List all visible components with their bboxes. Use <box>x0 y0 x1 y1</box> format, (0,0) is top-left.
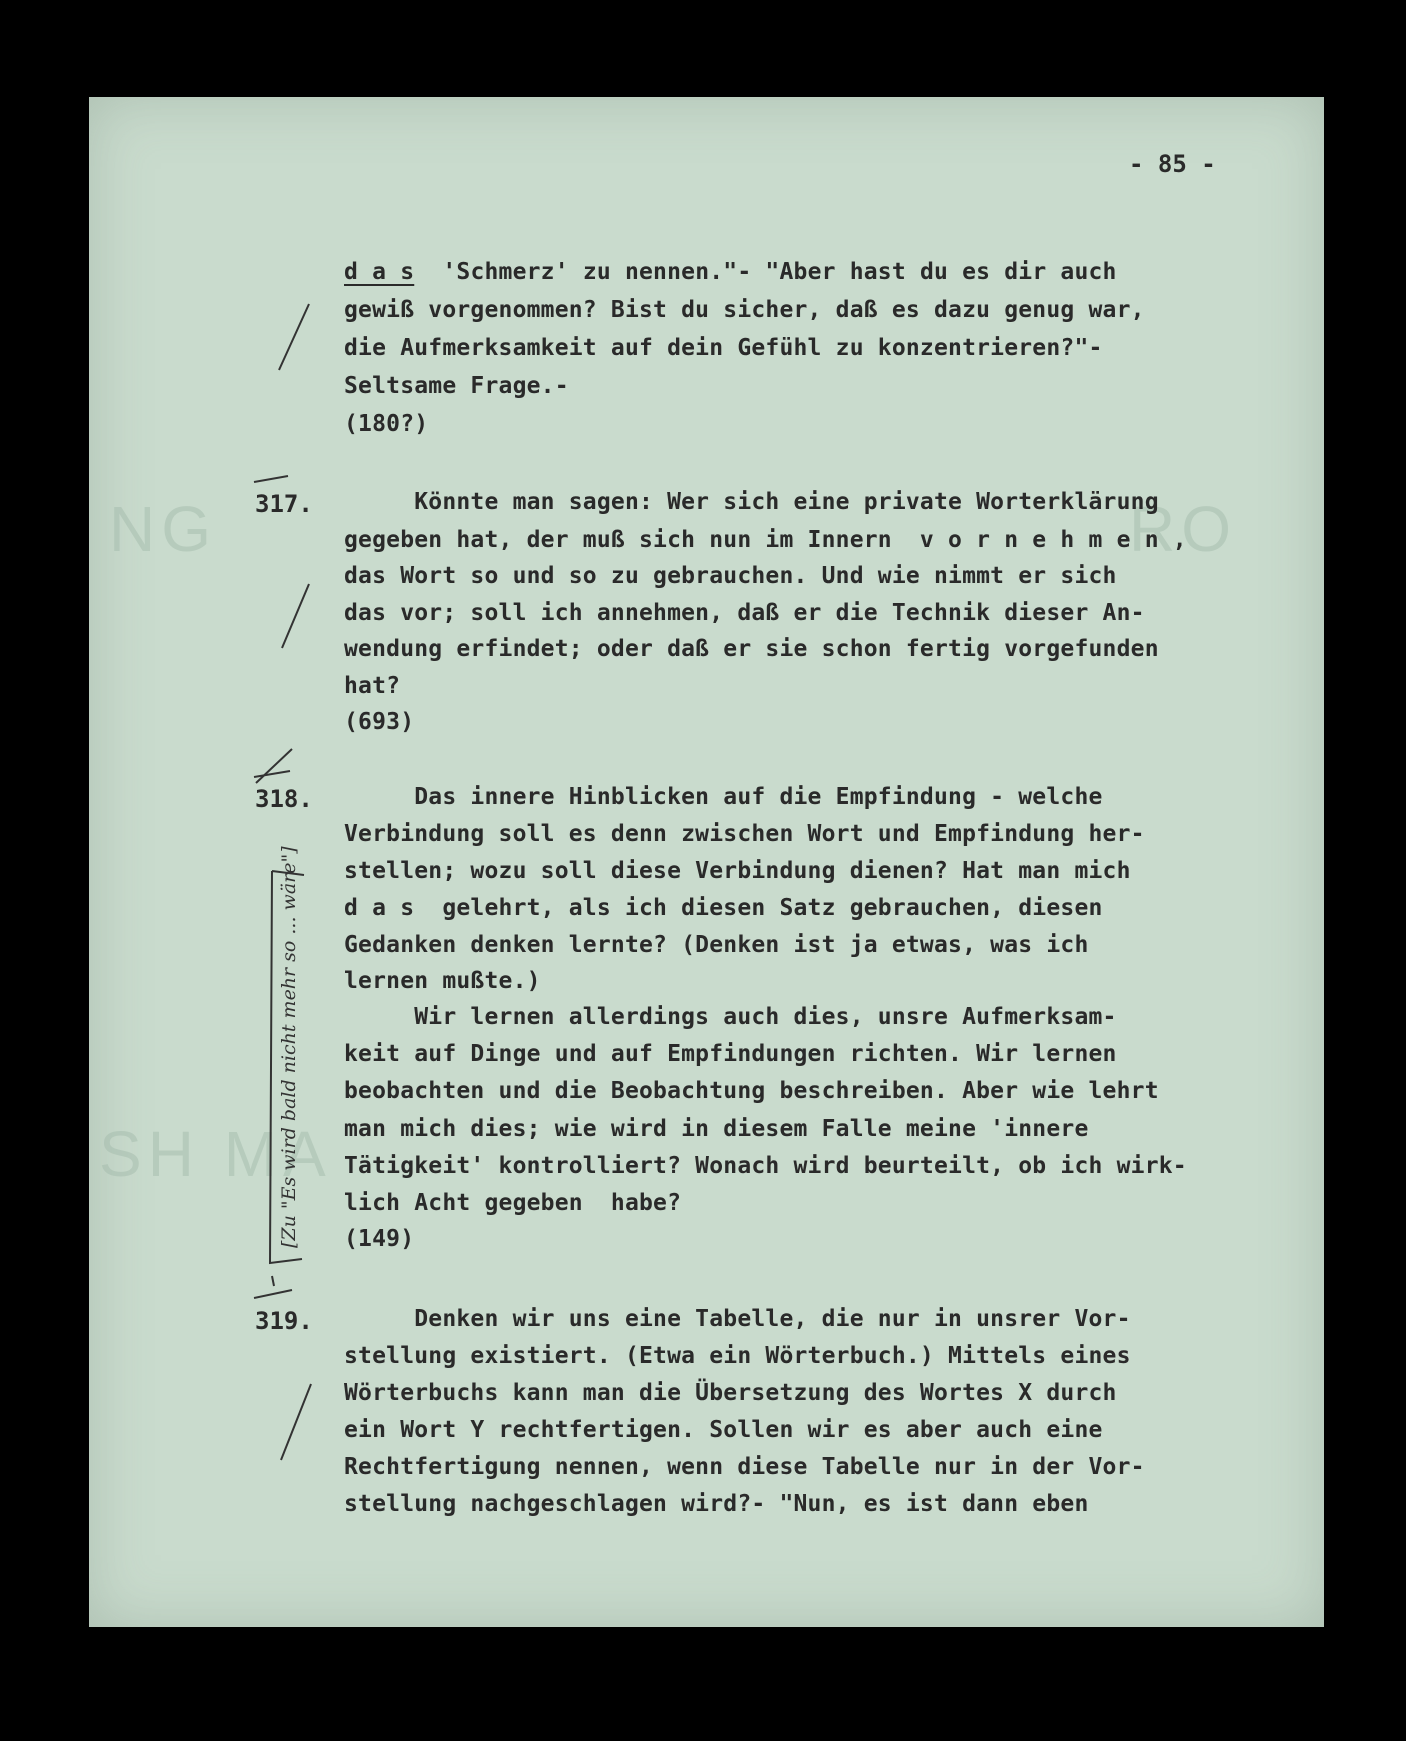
section-317-line-7: (693) <box>344 709 415 735</box>
section-318-line-5: Gedanken denken lernte? (Denken ist ja etwas, was ich <box>344 932 1089 958</box>
section-318-line-13: (149) <box>344 1226 415 1252</box>
margin-slash-2 <box>277 582 317 652</box>
section-318-line-12: lich Acht gegeben habe? <box>344 1190 682 1216</box>
tick-mark-318 <box>252 747 296 787</box>
section-number-318: 318. <box>255 785 313 813</box>
watermark-left: NG <box>109 493 217 565</box>
watermark-bottom-left: SH MA <box>99 1118 332 1190</box>
section-318-line-9: beobachten und die Beobachtung beschreiben. Aber wie lehrt <box>344 1078 1159 1104</box>
section-317-line-2: gegeben hat, der muß sich nun im Innern v o r n e h m e n , <box>344 527 1187 553</box>
section-318-line-3: stellen; wozu soll diese Verbindung dienen? Hat man mich <box>344 858 1131 884</box>
opening-line-1-rest: 'Schmerz' zu nennen."- "Aber hast du es dir auch <box>414 259 1117 285</box>
section-319-line-3: Wörterbuchs kann man die Übersetzung des Wortes X durch <box>344 1380 1117 1406</box>
section-318-line-11: Tätigkeit' kontrolliert? Wonach wird beurteilt, ob ich wirk- <box>344 1153 1187 1179</box>
section-318-line-6: lernen mußte.) <box>344 968 541 994</box>
page-number: - 85 - <box>1129 150 1216 178</box>
section-318-line-10: man mich dies; wie wird in diesem Falle meine 'innere <box>344 1116 1089 1142</box>
section-318-line-1: Das innere Hinblicken auf die Empfindung - welche <box>344 784 1103 810</box>
section-319-line-1: Denken wir uns eine Tabelle, die nur in unsrer Vor- <box>344 1306 1131 1332</box>
section-318-line-7: Wir lernen allerdings auch dies, unsre Aufmerksam- <box>344 1004 1117 1030</box>
opening-line-2: gewiß vorgenommen? Bist du sicher, daß es dazu genug war, <box>344 297 1145 323</box>
section-319-line-2: stellung existiert. (Etwa ein Wörterbuch.) Mittels eines <box>344 1343 1131 1369</box>
section-317-line-4: das vor; soll ich annehmen, daß er die Technik dieser An- <box>344 600 1145 626</box>
section-319-line-5: Rechtfertigung nennen, wenn diese Tabelle nur in der Vor- <box>344 1454 1145 1480</box>
tick-mark-317 <box>252 472 292 486</box>
section-number-319: 319. <box>255 1307 313 1335</box>
manuscript-page <box>89 97 1324 1627</box>
section-317-line-5: wendung erfindet; oder daß er sie schon fertig vorgefunden <box>344 636 1159 662</box>
opening-line-3: die Aufmerksamkeit auf dein Gefühl zu konzentrieren?"- <box>344 335 1103 361</box>
section-319-line-6: stellung nachgeschlagen wird?- "Nun, es ist dann eben <box>344 1491 1089 1517</box>
underlined-word: d a s <box>344 259 415 285</box>
opening-line-4: Seltsame Frage.- <box>344 373 569 399</box>
handwritten-margin-note <box>264 846 312 1267</box>
section-318-line-8: keit auf Dinge und auf Empfindungen richten. Wir lernen <box>344 1041 1117 1067</box>
section-318-line-2: Verbindung soll es denn zwischen Wort und Empfindung her- <box>344 821 1145 847</box>
opening-line-1 <box>344 260 1117 284</box>
section-317-line-6: hat? <box>344 673 401 699</box>
section-317-line-3: das Wort so und so zu gebrauchen. Und wie nimmt er sich <box>344 563 1117 589</box>
watermark-right: RO <box>1129 493 1237 565</box>
tick-mark-319 <box>252 1272 296 1302</box>
section-317-line-1: Könnte man sagen: Wer sich eine private Worterklärung <box>344 489 1159 515</box>
handwritten-note-text: [Zu "Es wird bald nicht mehr so ... wäre"] <box>278 846 300 1248</box>
opening-line-5: (180?) <box>344 411 429 437</box>
section-number-317: 317. <box>255 490 313 518</box>
margin-slash-1 <box>274 302 314 372</box>
margin-slash-3 <box>277 1382 317 1462</box>
section-319-line-4: ein Wort Y rechtfertigen. Sollen wir es aber auch eine <box>344 1417 1103 1443</box>
section-318-line-4: d a s gelehrt, als ich diesen Satz gebrauchen, diesen <box>344 895 1103 921</box>
